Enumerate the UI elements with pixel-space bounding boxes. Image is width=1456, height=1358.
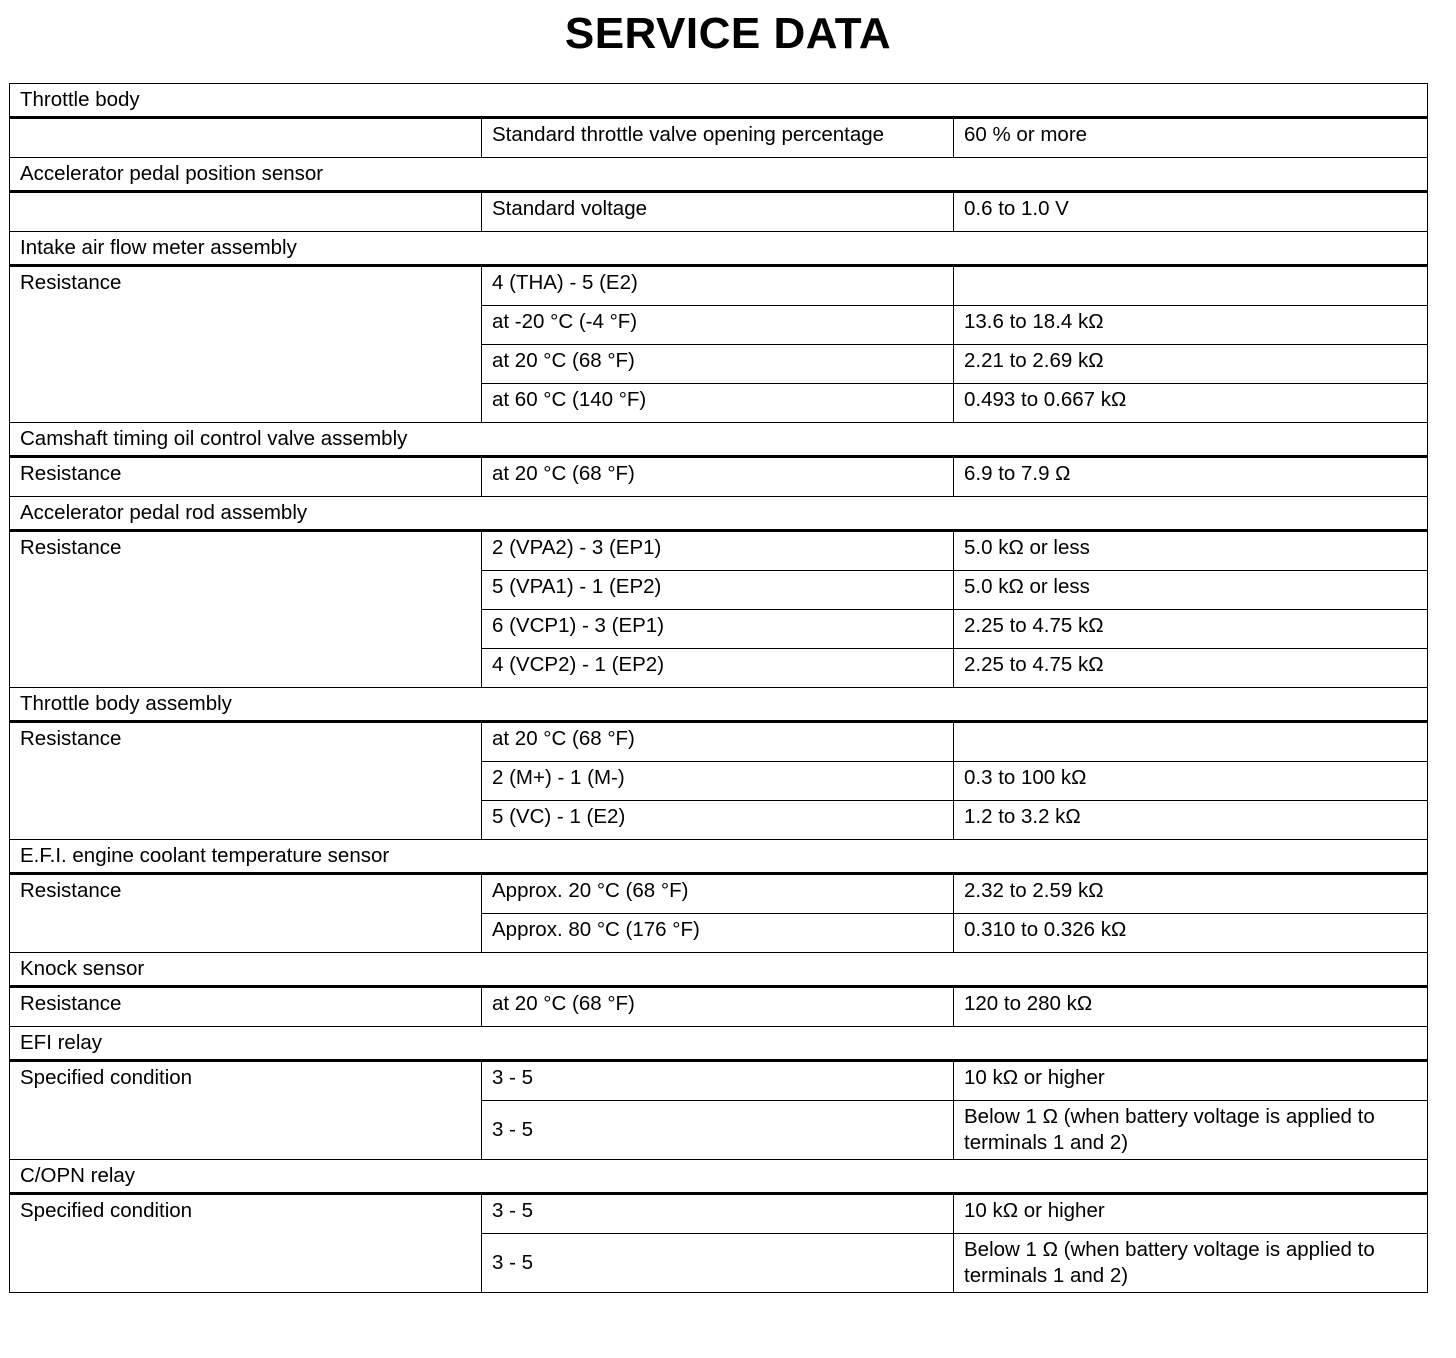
table-row bbox=[10, 1194, 1428, 1234]
section-header-row bbox=[10, 688, 1428, 722]
item-label-cell: Resistance bbox=[10, 266, 482, 423]
table-row bbox=[10, 1061, 1428, 1101]
value-cell: 6.9 to 7.9 Ω bbox=[954, 457, 1428, 497]
section-heading: EFI relay bbox=[10, 1027, 1428, 1061]
condition-cell: 2 (M+) - 1 (M-) bbox=[482, 762, 954, 801]
condition-cell: Approx. 20 °C (68 °F) bbox=[482, 874, 954, 914]
section-header-row bbox=[10, 158, 1428, 192]
value-cell: 5.0 kΩ or less bbox=[954, 531, 1428, 571]
item-label-cell: Resistance bbox=[10, 531, 482, 688]
value-cell: 0.3 to 100 kΩ bbox=[954, 762, 1428, 801]
table-row bbox=[10, 192, 1428, 232]
table-row bbox=[10, 987, 1428, 1027]
condition-cell: 4 (THA) - 5 (E2) bbox=[482, 266, 954, 306]
value-cell bbox=[954, 266, 1428, 306]
item-label-cell: Resistance bbox=[10, 722, 482, 840]
table-row bbox=[10, 118, 1428, 158]
table-row bbox=[10, 722, 1428, 762]
service-data-table bbox=[9, 83, 1428, 1293]
section-heading: Intake air flow meter assembly bbox=[10, 232, 1428, 266]
value-cell: 13.6 to 18.4 kΩ bbox=[954, 306, 1428, 345]
item-label-cell bbox=[10, 118, 482, 158]
condition-cell: 5 (VPA1) - 1 (EP2) bbox=[482, 571, 954, 610]
table-row bbox=[10, 457, 1428, 497]
value-cell bbox=[954, 722, 1428, 762]
section-header-row bbox=[10, 232, 1428, 266]
condition-cell: at 20 °C (68 °F) bbox=[482, 722, 954, 762]
section-header-row bbox=[10, 84, 1428, 118]
page-title: SERVICE DATA bbox=[564, 9, 892, 58]
condition-cell: 3 - 5 bbox=[482, 1101, 954, 1160]
section-header-row bbox=[10, 497, 1428, 531]
value-cell: Below 1 Ω (when battery voltage is applied to terminals 1 and 2) bbox=[954, 1101, 1428, 1160]
condition-cell: 5 (VC) - 1 (E2) bbox=[482, 801, 954, 840]
condition-cell: Approx. 80 °C (176 °F) bbox=[482, 914, 954, 953]
section-header-row bbox=[10, 423, 1428, 457]
table-row bbox=[10, 531, 1428, 571]
item-label-cell: Specified condition bbox=[10, 1194, 482, 1293]
value-cell: 2.21 to 2.69 kΩ bbox=[954, 345, 1428, 384]
section-heading: Throttle body bbox=[10, 84, 1428, 118]
item-label-cell: Specified condition bbox=[10, 1061, 482, 1160]
section-heading: Accelerator pedal position sensor bbox=[10, 158, 1428, 192]
condition-cell: 4 (VCP2) - 1 (EP2) bbox=[482, 649, 954, 688]
table-row bbox=[10, 266, 1428, 306]
item-label-cell bbox=[10, 192, 482, 232]
value-cell: 0.6 to 1.0 V bbox=[954, 192, 1428, 232]
value-cell: 10 kΩ or higher bbox=[954, 1061, 1428, 1101]
section-heading: C/OPN relay bbox=[10, 1160, 1428, 1194]
condition-cell: Standard voltage bbox=[482, 192, 954, 232]
section-header-row bbox=[10, 1027, 1428, 1061]
value-cell: 10 kΩ or higher bbox=[954, 1194, 1428, 1234]
section-header-row bbox=[10, 953, 1428, 987]
item-label-cell: Resistance bbox=[10, 874, 482, 953]
condition-cell: at 20 °C (68 °F) bbox=[482, 987, 954, 1027]
item-label-cell: Resistance bbox=[10, 987, 482, 1027]
value-cell: 2.32 to 2.59 kΩ bbox=[954, 874, 1428, 914]
condition-cell: at 60 °C (140 °F) bbox=[482, 384, 954, 423]
value-cell: 5.0 kΩ or less bbox=[954, 571, 1428, 610]
value-cell: 0.493 to 0.667 kΩ bbox=[954, 384, 1428, 423]
value-cell: 0.310 to 0.326 kΩ bbox=[954, 914, 1428, 953]
value-cell: 2.25 to 4.75 kΩ bbox=[954, 610, 1428, 649]
value-cell: 2.25 to 4.75 kΩ bbox=[954, 649, 1428, 688]
condition-cell: 3 - 5 bbox=[482, 1061, 954, 1101]
section-heading: Accelerator pedal rod assembly bbox=[10, 497, 1428, 531]
section-header-row bbox=[10, 840, 1428, 874]
section-heading: E.F.I. engine coolant temperature sensor bbox=[10, 840, 1428, 874]
condition-cell: 2 (VPA2) - 3 (EP1) bbox=[482, 531, 954, 571]
value-cell: Below 1 Ω (when battery voltage is applied to terminals 1 and 2) bbox=[954, 1234, 1428, 1293]
section-heading: Knock sensor bbox=[10, 953, 1428, 987]
section-heading: Throttle body assembly bbox=[10, 688, 1428, 722]
condition-cell: at 20 °C (68 °F) bbox=[482, 457, 954, 497]
section-heading: Camshaft timing oil control valve assembly bbox=[10, 423, 1428, 457]
condition-cell: 6 (VCP1) - 3 (EP1) bbox=[482, 610, 954, 649]
condition-cell: at -20 °C (-4 °F) bbox=[482, 306, 954, 345]
value-cell: 60 % or more bbox=[954, 118, 1428, 158]
section-header-row bbox=[10, 1160, 1428, 1194]
condition-cell: 3 - 5 bbox=[482, 1234, 954, 1293]
condition-cell: Standard throttle valve opening percentage bbox=[482, 118, 954, 158]
value-cell: 120 to 280 kΩ bbox=[954, 987, 1428, 1027]
condition-cell: at 20 °C (68 °F) bbox=[482, 345, 954, 384]
value-cell: 1.2 to 3.2 kΩ bbox=[954, 801, 1428, 840]
condition-cell: 3 - 5 bbox=[482, 1194, 954, 1234]
table-row bbox=[10, 874, 1428, 914]
item-label-cell: Resistance bbox=[10, 457, 482, 497]
